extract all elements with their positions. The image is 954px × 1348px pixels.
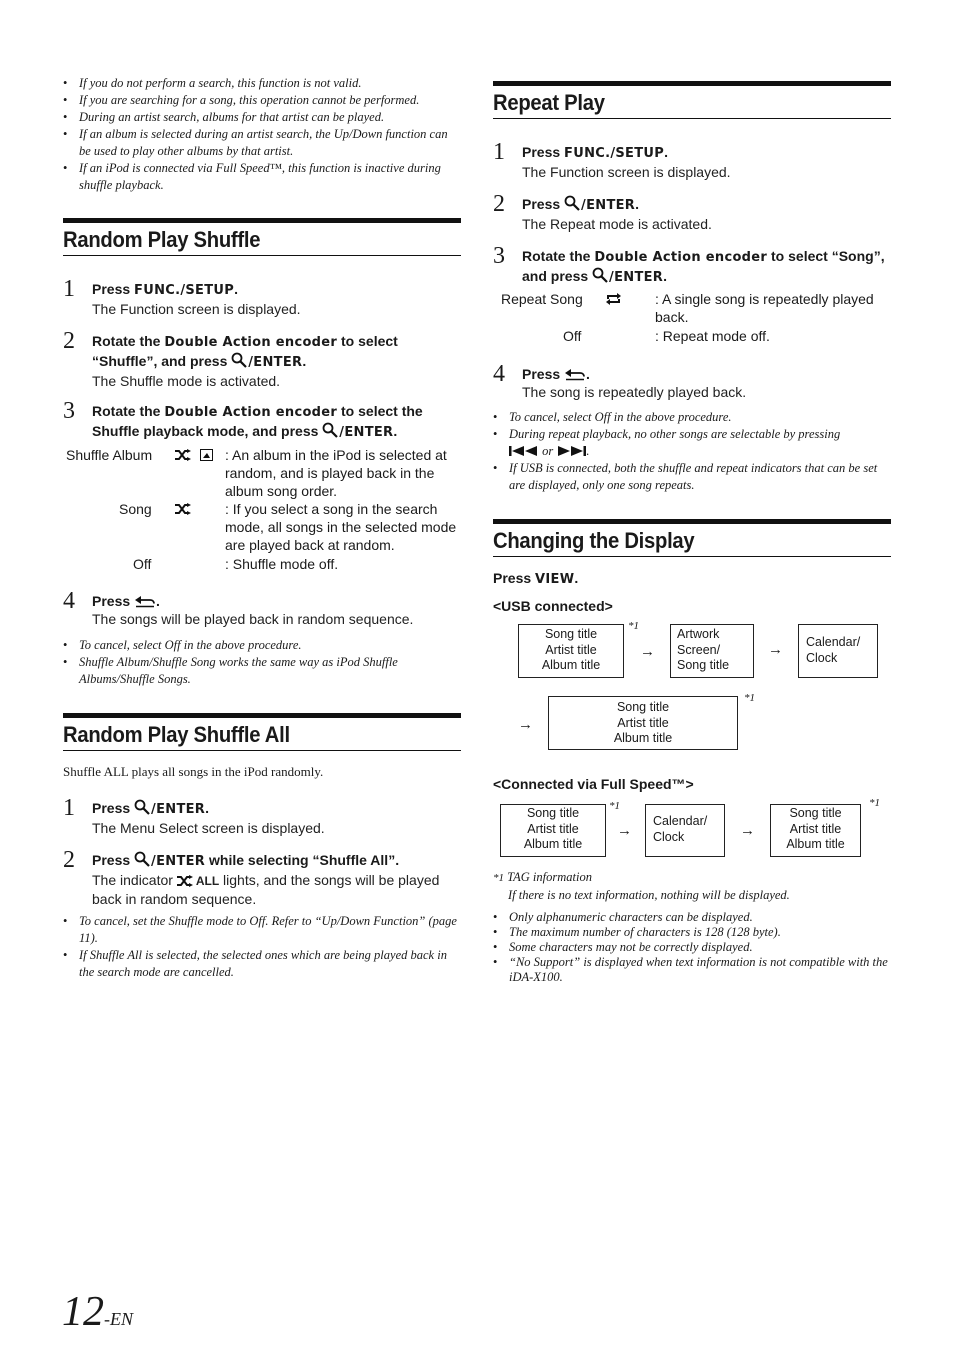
- step-text: .: [156, 593, 160, 609]
- mode-description: : Shuffle mode off.: [225, 556, 339, 572]
- section-title: Random Play Shuffle All: [63, 722, 290, 747]
- footnote-text: If there is no text information, nothing will be displayed.: [508, 888, 790, 902]
- step-text: Press: [92, 852, 135, 868]
- step-description: lights, and the songs will be played back in random sequence.: [92, 872, 440, 907]
- note: • During repeat playback, no other songs are selectable by pressing or .: [493, 426, 891, 460]
- flow-line: Song title: [616, 700, 670, 714]
- encoder-key: Double Action encoder: [594, 250, 768, 265]
- step-number: 4: [63, 588, 75, 614]
- step-number: 1: [493, 139, 505, 165]
- flow-line: Artist title: [527, 821, 579, 836]
- flow-line: Clock: [653, 829, 685, 844]
- shuffle-notes: [63, 637, 461, 688]
- album-icon: [200, 449, 213, 461]
- press-view: [493, 570, 578, 587]
- mode-row: [493, 290, 891, 327]
- note: • The maximum number of characters is 128 (128 byte).: [493, 925, 891, 940]
- flow-line: Artwork: [677, 627, 720, 641]
- encoder-key: Double Action encoder: [164, 335, 338, 350]
- search-icon: [564, 195, 581, 211]
- shuffle-all-notes: [63, 913, 461, 981]
- or-text: or: [542, 444, 554, 458]
- mode-row: [493, 327, 891, 347]
- step-text: .: [663, 268, 667, 284]
- flow-arrow: →: [518, 716, 533, 733]
- step-1: [493, 139, 891, 181]
- step-text: Press: [92, 800, 135, 816]
- flow-line: Calendar/: [653, 814, 708, 828]
- mode-row: [63, 500, 461, 555]
- mode-row: [63, 555, 461, 575]
- mode-label: Off: [133, 556, 152, 572]
- mode-row: [63, 446, 461, 500]
- search-icon: [134, 851, 151, 867]
- shuffle-icon: [177, 875, 193, 887]
- search-icon: [231, 352, 248, 368]
- step-text: Rotate the: [92, 403, 165, 419]
- step-3: [63, 398, 461, 442]
- step-text: Rotate the: [522, 248, 595, 264]
- mode-label: Song: [119, 501, 152, 517]
- note: • If you are searching for a song, this operation cannot be performed.: [63, 92, 461, 109]
- note: • To cancel, select Off in the above procedure.: [493, 409, 891, 426]
- step-description: The Repeat mode is activated.: [522, 216, 712, 232]
- mode-label: Off: [563, 328, 582, 344]
- footnote-marker: *1: [744, 692, 755, 704]
- flow-line: Artist title: [789, 821, 842, 836]
- flow-box-song-info: [770, 804, 861, 857]
- mode-label: Repeat Song: [501, 291, 583, 307]
- step-text: .: [205, 800, 210, 816]
- step-text: Press: [493, 570, 536, 586]
- note: • Some characters may not be correctly displayed.: [493, 940, 891, 955]
- note: • During an artist search, albums for that artist can be played.: [63, 109, 461, 126]
- step-2: [63, 328, 461, 390]
- mode-description: : An album in the iPod is selected at random, and is played back in the album song order.: [225, 447, 447, 499]
- return-icon: [564, 367, 586, 381]
- mode-label: Shuffle Album: [66, 447, 153, 463]
- step-text: .: [586, 366, 590, 382]
- step-text: .: [664, 144, 668, 160]
- mode-description: : Repeat mode off.: [655, 328, 770, 344]
- step-text: Press: [92, 281, 135, 297]
- enter-key: /ENTER: [339, 425, 394, 440]
- repeat-mode-table: [493, 290, 891, 347]
- step-text: .: [302, 353, 307, 369]
- flow-line: Song title: [526, 806, 580, 820]
- shuffle-icon: [175, 503, 191, 515]
- intro-text: Shuffle ALL plays all songs in the iPod randomly.: [63, 764, 324, 779]
- step-text: to select “Shuffle”, and press: [92, 333, 398, 369]
- step-description: The song is repeatedly played back.: [522, 384, 747, 400]
- flow-box-artwork: [670, 624, 754, 678]
- step-description: The Menu Select screen is displayed.: [92, 820, 325, 836]
- note: • If an album is selected during an artist search, the Up/Down function can be used to play other albums by that artist.: [63, 126, 461, 160]
- step-description: The Function screen is displayed.: [92, 301, 301, 317]
- note: • To cancel, set the Shuffle mode to Off. Refer to “Up/Down Function” (page 11).: [63, 913, 461, 947]
- section-heading-shuffle-all: [63, 713, 461, 751]
- step-number: 2: [63, 847, 75, 873]
- flow-arrow: →: [768, 641, 783, 658]
- repeat-notes: [493, 409, 891, 494]
- flow-line: Album title: [786, 837, 845, 851]
- skip-back-icon: [509, 445, 539, 457]
- flow-line: Artist title: [617, 715, 669, 730]
- return-icon: [134, 594, 156, 608]
- flow-line: Calendar/: [806, 635, 861, 649]
- flow-box-calendar: [798, 624, 878, 678]
- enter-key: /ENTER: [151, 802, 206, 817]
- flow-line: Clock: [806, 650, 838, 665]
- step-number: 2: [63, 328, 75, 354]
- func-setup-key: FUNC./SETUP: [134, 283, 235, 298]
- skip-forward-icon: [556, 445, 586, 457]
- flow-box-calendar: [645, 804, 725, 857]
- step-text: Press: [92, 593, 135, 609]
- flow-line: Song title: [544, 627, 598, 641]
- step-4: [493, 361, 891, 401]
- page-suffix: -EN: [104, 1309, 133, 1329]
- mode-description: : A single song is repeatedly played back.: [655, 291, 874, 325]
- search-icon: [322, 422, 339, 438]
- step-description: The songs will be played back in random sequence.: [92, 611, 414, 627]
- flow-line: Album title: [541, 658, 601, 672]
- section-heading-repeat: [493, 81, 891, 119]
- page-number: [62, 1288, 133, 1336]
- flow-arrow: →: [740, 822, 755, 839]
- footnote-text: TAG information: [507, 870, 592, 884]
- enter-key: /ENTER: [581, 198, 636, 213]
- section-heading-shuffle: [63, 218, 461, 256]
- step-number: 2: [493, 191, 505, 217]
- flow-line: Album title: [523, 837, 583, 851]
- display-notes: [493, 910, 891, 985]
- mode-description: : If you select a song in the search mode, all songs in the selected mode are played back at random.: [225, 501, 457, 553]
- step-text: to select the Shuffle playback mode, and press: [92, 403, 423, 439]
- repeat-icon: [605, 292, 622, 306]
- footnote-marker: *1: [869, 797, 880, 809]
- flow-line: Screen/: [677, 642, 721, 657]
- search-icon: [592, 267, 609, 283]
- step-text: .: [574, 570, 579, 586]
- step-1: [63, 276, 461, 318]
- flow-line: Song title: [677, 658, 730, 672]
- enter-key: /ENTER: [151, 854, 206, 869]
- step-description: The Shuffle mode is activated.: [92, 373, 281, 389]
- step-description: The Function screen is displayed.: [522, 164, 731, 180]
- note: • Shuffle Album/Shuffle Song works the same way as iPod Shuffle Albums/Shuffle Songs.: [63, 654, 461, 688]
- enter-key: /ENTER: [609, 270, 664, 285]
- section-title: Changing the Display: [493, 528, 695, 553]
- flow-box-song-info: [500, 804, 606, 857]
- step-number: 1: [63, 795, 75, 821]
- section-title: Random Play Shuffle: [63, 227, 261, 252]
- page-number-value: 12: [62, 1289, 104, 1335]
- shuffle-all-indicator: ALL: [195, 874, 220, 888]
- note: • If an iPod is connected via Full Speed™, this function is inactive during shuffle playback.: [63, 160, 461, 194]
- note: • Only alphanumeric characters can be displayed.: [493, 910, 891, 925]
- section-heading-display: [493, 519, 891, 557]
- flow-box-song-info: [518, 624, 624, 678]
- note: • “No Support” is displayed when text information is not compatible with the iDA-X100.: [493, 955, 891, 985]
- note: • If you do not perform a search, this function is not valid.: [63, 75, 461, 92]
- footnote-marker: *1: [493, 872, 504, 884]
- note-text: During repeat playback, no other songs are selectable by pressing: [509, 427, 841, 441]
- view-key: VIEW: [535, 572, 575, 587]
- footnote-marker: *1: [609, 800, 620, 812]
- step-number: 4: [493, 361, 505, 387]
- step-text: .: [234, 281, 238, 297]
- shuffle-icon: [175, 449, 191, 461]
- step-text: Press: [522, 144, 565, 160]
- step-description: The indicator: [92, 872, 177, 888]
- flow-arrow: →: [617, 822, 632, 839]
- search-icon: [134, 799, 151, 815]
- usb-connected-heading: <USB connected>: [493, 598, 613, 614]
- flow-arrow: →: [640, 643, 655, 660]
- step-text: while selecting “Shuffle All”.: [205, 852, 400, 868]
- step-number: 3: [493, 243, 505, 269]
- step-text: Press: [522, 196, 565, 212]
- top-notes: [63, 75, 461, 194]
- note: • To cancel, select Off in the above procedure.: [63, 637, 461, 654]
- step-3: [493, 243, 891, 287]
- shuffle-mode-table: [63, 446, 461, 575]
- flow-box-song-info: [548, 696, 738, 750]
- footnote-marker: *1: [628, 620, 639, 632]
- footnote: [493, 869, 790, 904]
- note: • If Shuffle All is selected, the selected ones which are being played back in the search mode are cancelled.: [63, 947, 461, 981]
- full-speed-heading: <Connected via Full Speed™>: [493, 776, 694, 792]
- step-2: [63, 847, 461, 908]
- step-number: 1: [63, 276, 75, 302]
- flow-line: Artist title: [545, 642, 597, 657]
- step-4: [63, 588, 461, 628]
- step-1: [63, 795, 461, 837]
- step-text: .: [393, 423, 398, 439]
- step-text: to select “Song”, and press: [522, 248, 885, 284]
- func-setup-key: FUNC./SETUP: [564, 146, 665, 161]
- section-title: Repeat Play: [493, 90, 605, 115]
- step-number: 3: [63, 398, 75, 424]
- step-text: Rotate the: [92, 333, 165, 349]
- flow-line: Song title: [789, 806, 842, 820]
- enter-key: /ENTER: [248, 355, 303, 370]
- note: • If USB is connected, both the shuffle and repeat indicators that can be set are displayed, only one song repeats.: [493, 460, 891, 494]
- encoder-key: Double Action encoder: [164, 405, 338, 420]
- step-2: [493, 191, 891, 233]
- step-text: .: [635, 196, 640, 212]
- step-text: Press: [522, 366, 565, 382]
- flow-line: Album title: [613, 731, 673, 745]
